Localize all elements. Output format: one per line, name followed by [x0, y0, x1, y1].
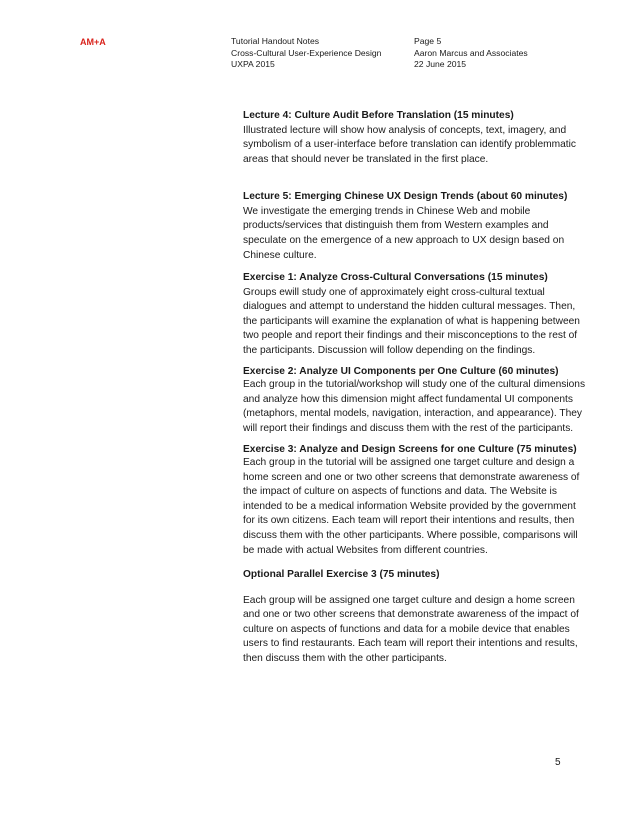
section-text: Each group in the tutorial/workshop will study one of the cultural dimensions and analyze how this dimension might affect fundamental UI components (metaphors, mental models, navigation, interaction, and appearance). They will report their findings and discuss them with the rest of the participants.	[243, 379, 586, 434]
company-logo: AM+A	[80, 37, 106, 47]
header-doc-type: Tutorial Handout Notes	[231, 36, 320, 46]
section-optional-exercise-3	[243, 569, 588, 666]
section-title: Exercise 1: Analyze Cross-Cultural Conversations (15 minutes)	[243, 272, 548, 284]
section-title: Optional Parallel Exercise 3 (75 minutes)	[243, 569, 440, 581]
header-right-block	[414, 36, 528, 71]
section-title: Exercise 3: Analyze and Design Screens for one Culture (75 minutes)	[243, 443, 577, 455]
section-title: Exercise 2: Analyze UI Components per One Culture (60 minutes)	[243, 365, 559, 377]
section-exercise-2	[243, 366, 588, 437]
header-page-label: Page 5	[414, 36, 442, 46]
section-text: We investigate the emerging trends in Chinese Web and mobile products/services that distinguish them from Western examples and speculate on the emergence of a new approach to UX design based on Chinese culture.	[243, 205, 565, 261]
section-text: Illustrated lecture will show how analysis of concepts, text, imagery, and symbolism of a user-interface before translation can identify problemmatic areas that should never be translated in the first place.	[243, 124, 576, 165]
section-text: Each group will be assigned one target culture and design a home screen and one or two other screens that demonstrate awareness of the impact of culture on aspects of functions and data for a mobile device that enables users to find restaurants. Each team will report their intentions and results, then discuss them with the other participants.	[243, 594, 579, 665]
header-event: UXPA 2015	[231, 59, 275, 69]
section-text: Groups ewill study one of approximately eight cross-cultural textual dialogues and attempt to understand the hidden cultural messages. Then, the participants will examine the explanation of what is happening between two people and report their findings and their misconceptions to the rest of the participants. Discussion will follow depending on the findings.	[243, 286, 580, 357]
section-exercise-3	[243, 444, 588, 559]
section-lecture-5	[243, 191, 588, 263]
header-course-title: Cross-Cultural User-Experience Design	[231, 47, 382, 58]
page-number: 5	[555, 757, 561, 768]
section-title: Lecture 5: Emerging Chinese UX Design Trends (about 60 minutes)	[243, 191, 568, 203]
header-left-block	[231, 36, 381, 71]
section-text: Each group in the tutorial will be assigned one target culture and design a home screen and one or two other screens that demonstrate awareness of the impact of culture on aspects of functions and data. The Website is intended to be a medical information Website provided by the government for its own citizens. Each team will report their intentions and results, then discuss them with the other participants. Where possible, comparisons will be made with actual Websites from different countries.	[243, 457, 580, 556]
document-body	[243, 110, 588, 667]
header-date: 22 June 2015	[414, 59, 467, 69]
section-title: Lecture 4: Culture Audit Before Translation (15 minutes)	[243, 110, 514, 121]
header-author: Aaron Marcus and Associates	[414, 47, 528, 58]
section-lecture-4	[243, 110, 588, 167]
section-exercise-1	[243, 272, 588, 358]
